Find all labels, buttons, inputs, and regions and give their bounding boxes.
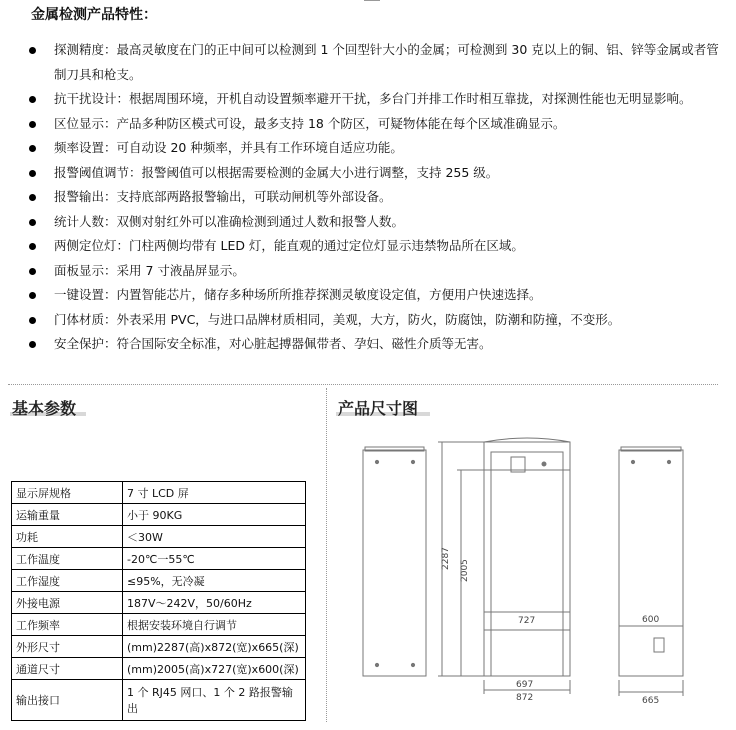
bullet-icon (29, 170, 36, 177)
feature-item: 探测精度：最高灵敏度在门的正中间可以检测到 1 个回型针大小的金属；可检测到 30 克以上的铜、铝、锌等金属或者管制刀具和枪支。 (0, 38, 736, 87)
top-rule (364, 0, 380, 1)
param-value: (mm)2005(高)x727(宽)x600(深) (123, 658, 306, 680)
param-value: (mm)2287(高)x872(宽)x665(深) (123, 636, 306, 658)
bullet-icon (29, 219, 36, 226)
dim-total-height: 2287 (441, 547, 451, 570)
table-row (12, 592, 306, 614)
feature-item: 安全保护：符合国际安全标准，对心脏起搏器佩带者、孕妇、磁性介质等无害。 (0, 332, 736, 357)
feature-item: 区位显示：产品多种防区模式可设，最多支持 18 个防区，可疑物体能在每个区域准确显示。 (0, 112, 736, 137)
features-list (0, 38, 736, 357)
table-row (12, 570, 306, 592)
dim-inner-width: 727 (518, 616, 536, 626)
table-row (12, 658, 306, 680)
params-table (11, 481, 306, 721)
param-key: 运输重量 (12, 504, 123, 526)
dim-inner-height: 2005 (460, 559, 470, 582)
param-value: ＜30W (123, 526, 306, 548)
dim-depth-outer: 665 (642, 696, 660, 706)
param-key: 功耗 (12, 526, 123, 548)
table-row (12, 614, 306, 636)
table-row (12, 548, 306, 570)
param-key: 显示屏规格 (12, 482, 123, 504)
param-key: 输出接口 (12, 680, 123, 721)
bullet-icon (29, 268, 36, 275)
bullet-icon (29, 194, 36, 201)
feature-item: 抗干扰设计：根据周围环境，开机自动设置频率避开干扰，多台门并排工作时相互靠拢，对探测性能也无明显影响。 (0, 87, 736, 112)
table-row (12, 482, 306, 504)
bullet-icon (29, 317, 36, 324)
param-key: 通道尺寸 (12, 658, 123, 680)
param-key: 工作湿度 (12, 570, 123, 592)
size-title: 产品尺寸图 (338, 399, 419, 418)
bullet-icon (29, 243, 36, 250)
feature-item: 统计人数：双侧对射红外可以准确检测到通过人数和报警人数。 (0, 210, 736, 235)
bullet-icon (29, 292, 36, 299)
bullet-icon (29, 96, 36, 103)
params-title: 基本参数 (12, 399, 77, 418)
param-value: 7 寸 LCD 屏 (123, 482, 306, 504)
bullet-icon (29, 121, 36, 128)
param-value: ≤95%，无冷凝 (123, 570, 306, 592)
feature-item: 面板显示：采用 7 寸液晶屏显示。 (0, 259, 736, 284)
table-row (12, 526, 306, 548)
side-view-left (363, 447, 426, 676)
param-value: 187V～242V，50/60Hz (123, 592, 306, 614)
dimension-drawing (336, 430, 700, 722)
features-heading: 金属检测产品特性： (31, 7, 157, 23)
feature-item: 一键设置：内置智能芯片，储存多种场所所推荐探测灵敏度设定值，方便用户快速选择。 (0, 283, 736, 308)
table-row (12, 636, 306, 658)
feature-item: 报警输出：支持底部两路报警输出，可联动闸机等外部设备。 (0, 185, 736, 210)
dim-base-width: 697 (516, 680, 534, 690)
param-key: 工作频率 (12, 614, 123, 636)
bullet-icon (29, 145, 36, 152)
table-row (12, 504, 306, 526)
column-divider (326, 388, 327, 722)
table-row (12, 680, 306, 721)
param-key: 外形尺寸 (12, 636, 123, 658)
feature-item: 门体材质：外表采用 PVC，与进口品牌材质相同，美观，大方，防火，防腐蚀，防潮和防撞，不变形。 (0, 308, 736, 333)
side-view-right (619, 447, 683, 696)
bullet-icon (29, 47, 36, 54)
bullet-icon (29, 341, 36, 348)
dim-depth-inner: 600 (642, 615, 660, 625)
section-divider (8, 384, 718, 385)
param-key: 工作温度 (12, 548, 123, 570)
param-value: 1 个 RJ45 网口、1 个 2 路报警输出 (123, 680, 306, 721)
feature-item: 两侧定位灯：门柱两侧均带有 LED 灯，能直观的通过定位灯显示违禁物品所在区域。 (0, 234, 736, 259)
dim-outer-width: 872 (516, 693, 534, 703)
front-view (438, 438, 570, 694)
feature-item: 频率设置：可自动设 20 种频率，并具有工作环境自适应功能。 (0, 136, 736, 161)
param-value: 根据安装环境自行调节 (123, 614, 306, 636)
param-value: 小于 90KG (123, 504, 306, 526)
param-value: -20℃一55℃ (123, 548, 306, 570)
param-key: 外接电源 (12, 592, 123, 614)
feature-item: 报警阈值调节：报警阈值可以根据需要检测的金属大小进行调整，支持 255 级。 (0, 161, 736, 186)
